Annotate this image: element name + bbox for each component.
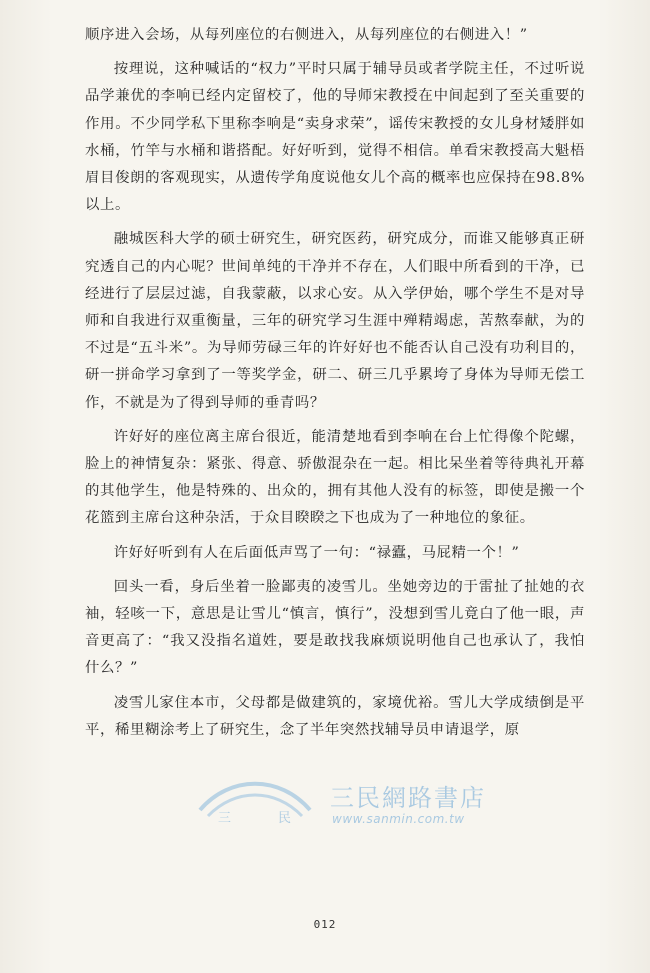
paragraph-7: 凌雪儿家住本市，父母都是做建筑的，家境优裕。雪儿大学成绩倒是平平，稀里糊涂考上了研究生，念了半年突然找辅导员申请退学，原 (85, 694, 585, 738)
paragraph-3: 融城医科大学的硕士研究生，研究医药，研究成分，而谁又能够真正研究透自己的内心呢？世间单纯的干净并不存在，人们眼中所看到的干净，已经进行了层层过滤，自我蒙蔽，以求心安。从入学伊始，哪个学生不是对导师和自我进行双重衡量，三年的研究学习生涯中殚精竭虑，苦熬奉献，为的不过是“五斗米”。为导师劳碌三年的许好好也不能否认自己没有功利目的，研一拼命学习拿到了一等奖学金，研二、研三几乎累垮了身体为导师无偿工作，不就是为了得到导师的垂青吗？ (85, 231, 585, 411)
body-text (85, 22, 585, 744)
logo-char-2: 民 (278, 811, 292, 826)
paragraph-4: 许好好的座位离主席台很近，能清楚地看到李响在台上忙得像个陀螺，脸上的神情复杂：紧张、得意、骄傲混杂在一起。相比呆坐着等待典礼开幕的其他学生，他是特殊的、出众的，拥有其他人没有的标签，即使是搬一个花篮到主席台这种杂活，于众目睽睽之下也成为了一种地位的象征。 (85, 428, 585, 527)
paragraph-1: 顺序进入会场，从每列座位的右侧进入，从每列座位的右侧进入！” (85, 27, 528, 43)
sanmin-watermark (190, 770, 520, 840)
paragraph-6: 回头一看，身后坐着一脸鄙夷的凌雪儿。坐她旁边的于雷扯了扯她的衣袖，轻咳一下，意思是让雪儿“慎言，慎行”，没想到雪儿竟白了他一眼，声音更高了：“我又没指名道姓，要是敢找我麻烦说明他自己也承认了，我怕什么？” (85, 578, 585, 677)
logo-char-1: 三 (218, 811, 232, 826)
sanmin-logo-icon (190, 770, 320, 840)
page-number: 012 (313, 918, 337, 931)
watermark-url: www.sanmin.com.tw (332, 812, 465, 826)
watermark-name: 三民網路書店 (330, 784, 486, 812)
paragraph-5: 许好好听到有人在后面低声骂了一句：“禄蠹，马屁精一个！” (113, 544, 520, 561)
paragraph-2: 按理说，这种喊话的“权力”平时只属于辅导员或者学院主任，不过听说品学兼优的李响已经内定留校了，他的导师宋教授在中间起到了至关重要的作用。不少同学私下里称李响是“卖身求荣”，谣传宋教授的女儿身材矮胖如水桶，竹竿与水桶和谐搭配。好好听到，觉得不相信。单看宋教授高大魁梧眉目俊朗的客观现实，从遗传学角度说他女儿个高的概率也应保持在98.8%以上。 (85, 61, 585, 214)
